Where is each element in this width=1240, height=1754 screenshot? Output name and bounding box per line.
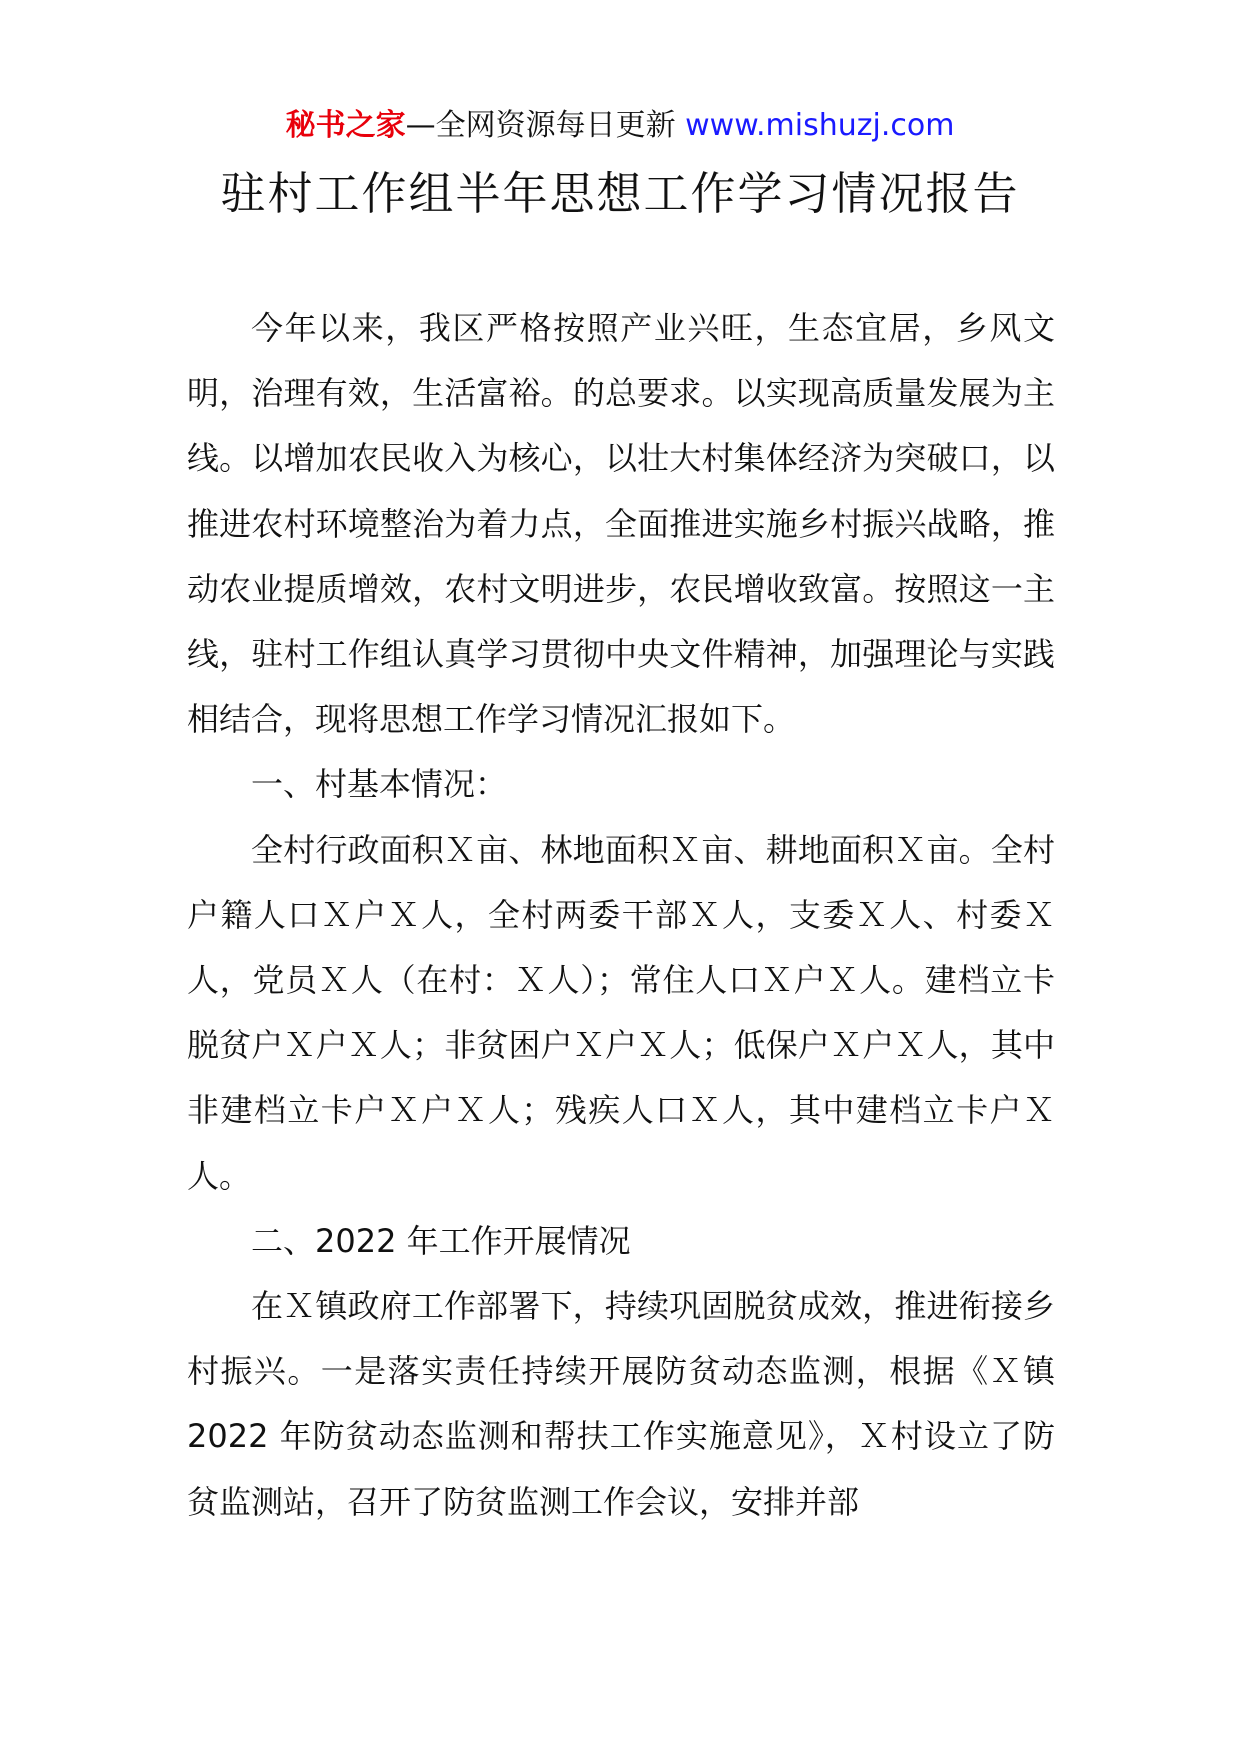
work-progress-paragraph: 在Ｘ镇政府工作部署下，持续巩固脱贫成效，推进衔接乡村振兴。一是落实责任持续开展防贫动态监测，根据《Ｘ镇 2022 年防贫动态监测和帮扶工作实施意见》，Ｘ村设立了防贫监测站，召开了防贫监测工作会议，安排并部	[187, 1287, 1055, 1521]
intro-paragraph: 今年以来，我区严格按照产业兴旺，生态宜居，乡风文明，治理有效，生活富裕。的总要求。以实现高质量发展为主线。以增加农民收入为核心，以壮大村集体经济为突破口，以推进农村环境整治为着力点，全面推进实施乡村振兴战略，推动农业提质增效，农村文明进步，农民增收致富。按照这一主线，驻村工作组认真学习贯彻中央文件精神，加强理论与实践相结合，现将思想工作学习情况汇报如下。	[187, 309, 1055, 739]
basic-info-paragraph: 全村行政面积Ｘ亩、林地面积Ｘ亩、耕地面积Ｘ亩。全村户籍人口Ｘ户Ｘ人，全村两委干部Ｘ人，支委Ｘ人、村委Ｘ人，党员Ｘ人（在村：Ｘ人）；常住人口Ｘ户Ｘ人。建档立卡脱贫户Ｘ户Ｘ人；非贫困户Ｘ户Ｘ人；低保户Ｘ户Ｘ人，其中非建档立卡户Ｘ户Ｘ人；残疾人口Ｘ人，其中建档立卡户Ｘ人。	[187, 830, 1055, 1195]
document-body	[187, 296, 1055, 1535]
site-url-link[interactable]: www.mishuzj.com	[685, 108, 955, 143]
site-header	[0, 104, 1240, 148]
section-heading-basic-info: 一、村基本情况：	[251, 765, 508, 804]
section-heading-work-progress: 二、2022 年工作开展情况	[251, 1221, 631, 1260]
site-tagline: —全网资源每日更新	[405, 108, 676, 143]
site-brand: 秘书之家	[285, 108, 406, 143]
document-title: 驻村工作组半年思想工作学习情况报告	[220, 167, 1020, 220]
